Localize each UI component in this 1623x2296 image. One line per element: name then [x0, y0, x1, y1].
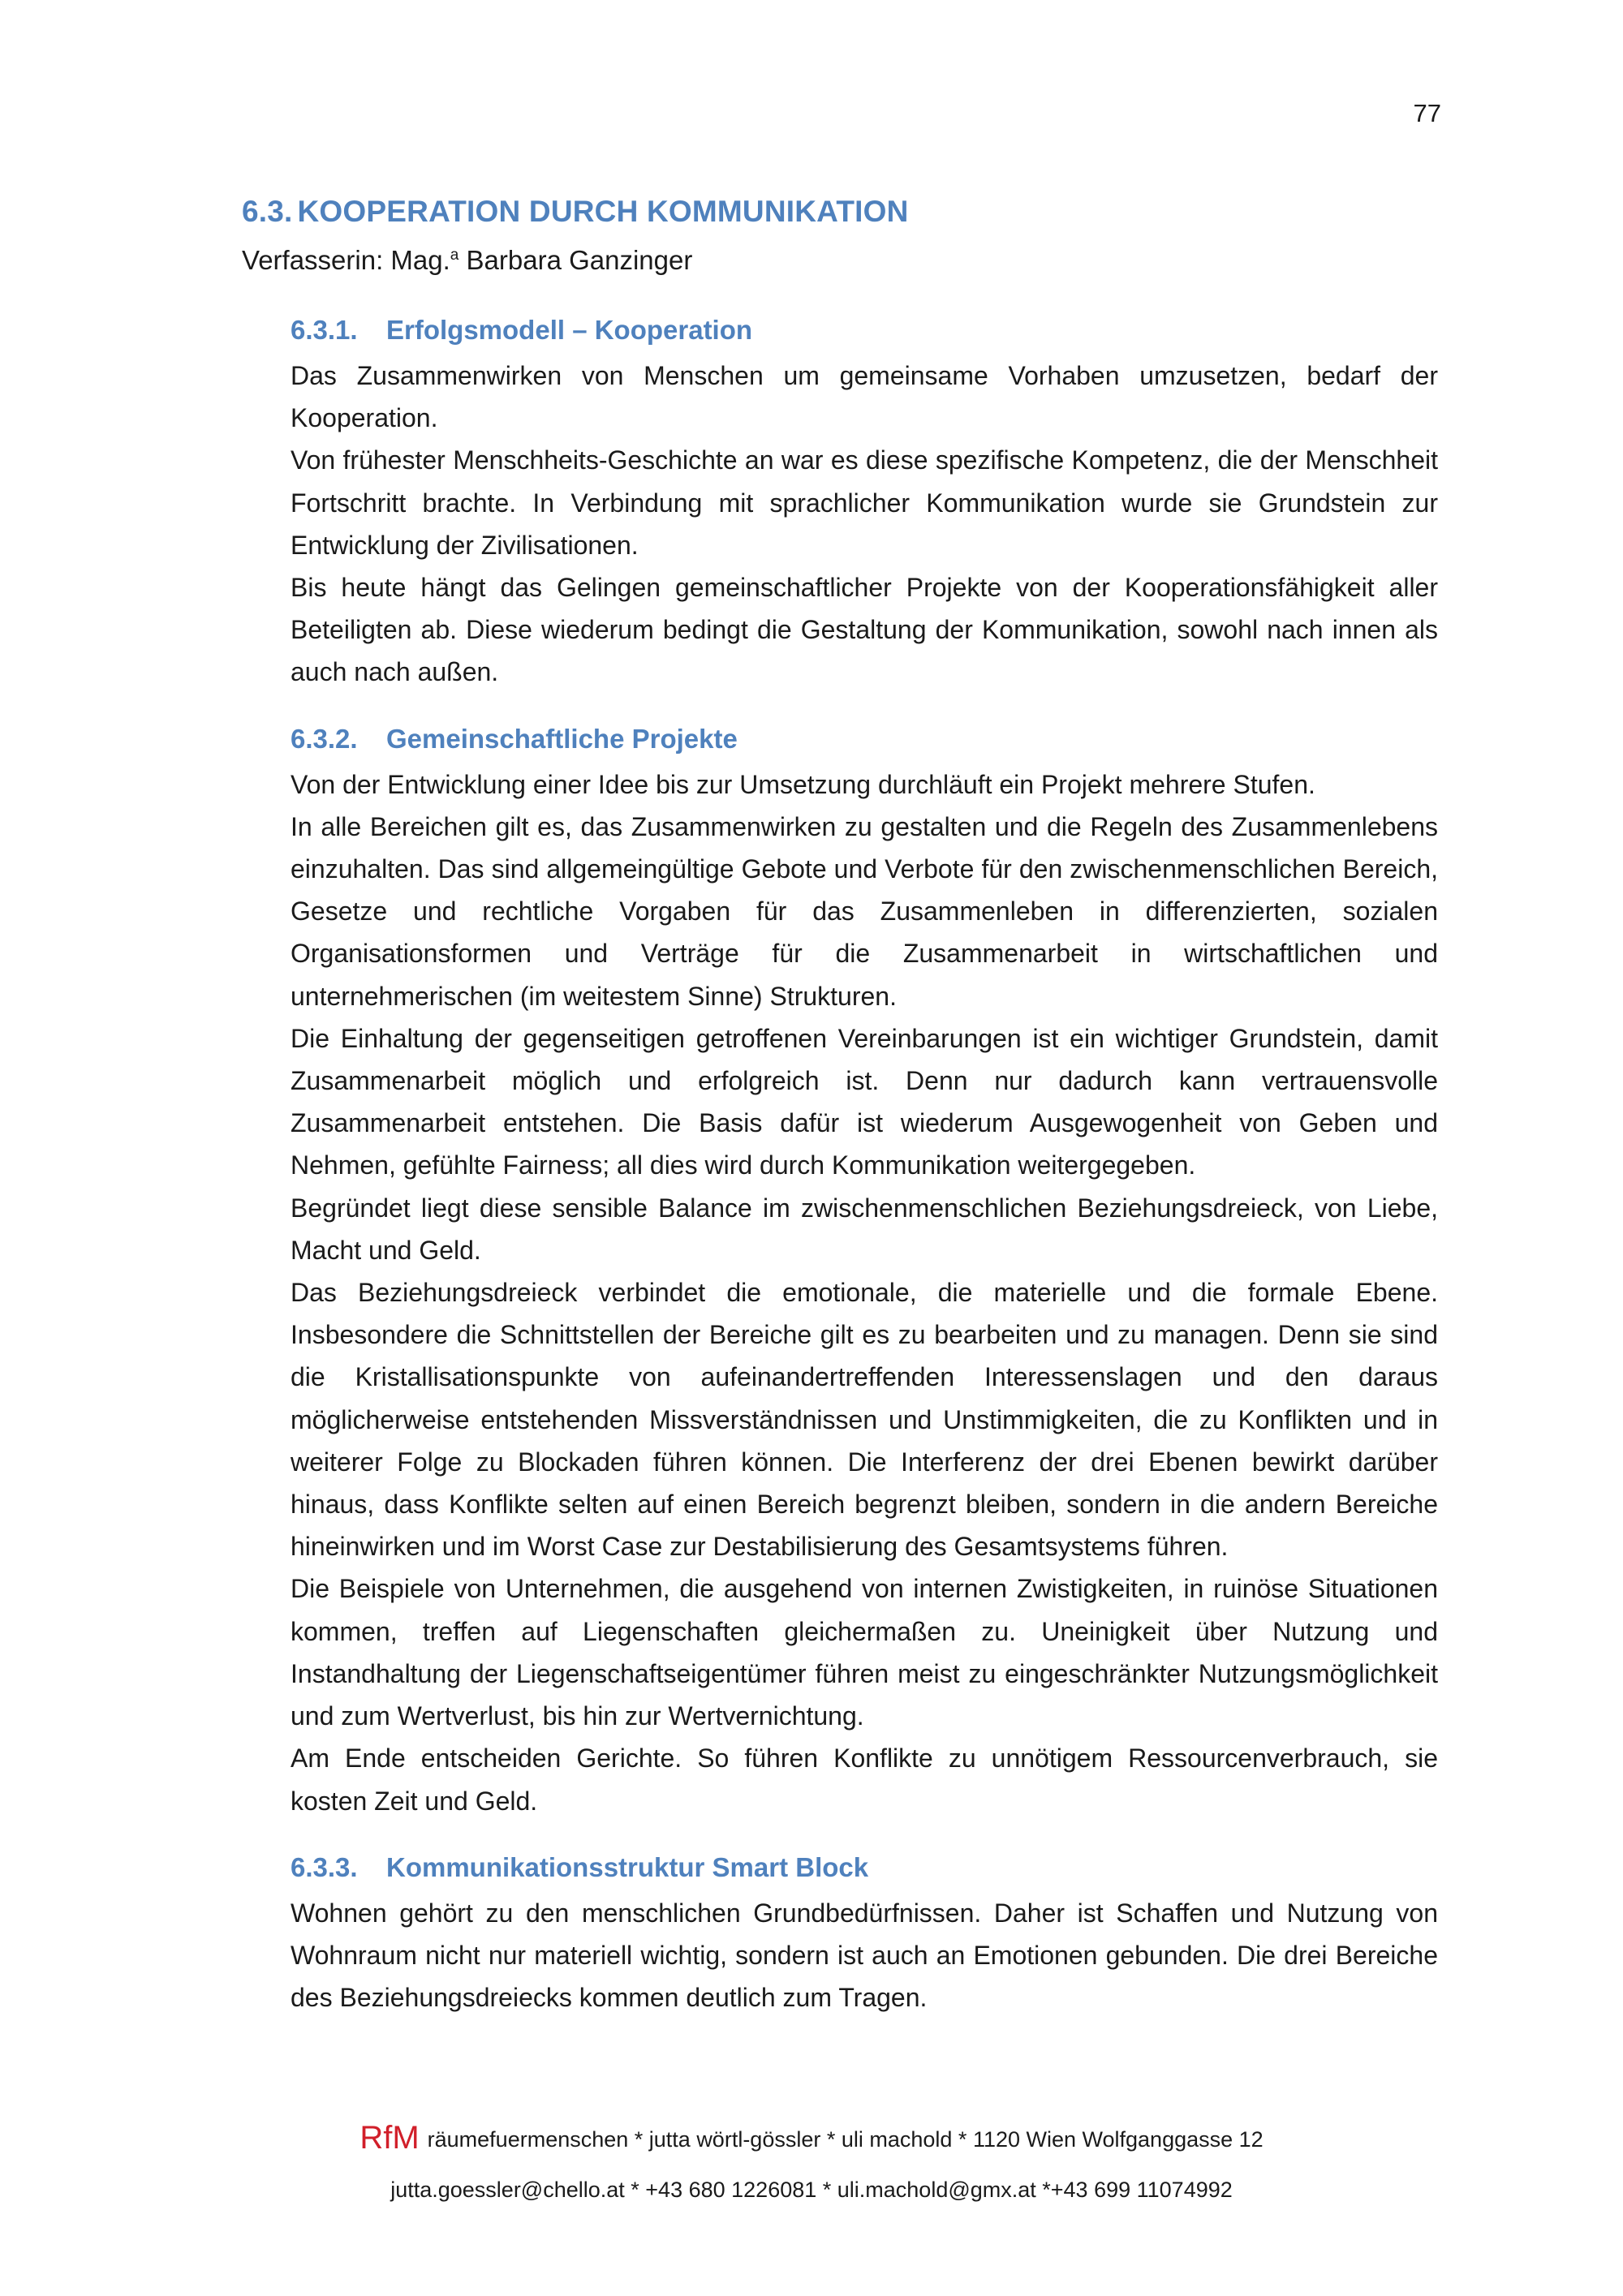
- footer: [0, 2118, 1623, 2210]
- section-heading: [291, 720, 1438, 759]
- author-prefix: Verfasserin: Mag.: [242, 245, 450, 275]
- main-content: [291, 311, 1438, 2044]
- chapter-number: 6.3.: [242, 195, 293, 228]
- section-number: 6.3.3.: [291, 1851, 358, 1882]
- section-erfolgsmodell: [291, 311, 1438, 694]
- section-number: 6.3.1.: [291, 315, 358, 345]
- rfm-logo: RfM: [359, 2120, 420, 2156]
- chapter-title: [242, 195, 909, 229]
- paragraph: Das Zusammenwirken von Menschen um gemeinsame Vorhaben umzusetzen, bedarf der Kooperation.: [291, 361, 1438, 433]
- section-kommunikationsstruktur: [291, 1848, 1438, 2019]
- section-title: Gemeinschaftliche Projekte: [386, 723, 738, 754]
- paragraph: Wohnen gehört zu den menschlichen Grundbedürfnissen. Daher ist Schaffen und Nutzung von Wohnraum nicht nur materiell wichtig, sondern ist auch an Emotionen gebunden. Die drei Bereiche des Beziehungsdreiecks kommen deutlich zum Tragen.: [291, 1898, 1438, 2013]
- section-heading: [291, 311, 1438, 350]
- page-number: 77: [1413, 99, 1441, 127]
- paragraph: Begründet liegt diese sensible Balance im zwischenmenschlichen Beziehungsdreieck, von Liebe, Macht und Geld.: [291, 1193, 1438, 1265]
- paragraph: Bis heute hängt das Gelingen gemeinschaftlicher Projekte von der Kooperationsfähigkeit aller Beteiligten ab. Diese wiederum bedingt die Gestaltung der Kommunikation, sowohl nach innen als auch nach außen.: [291, 573, 1438, 687]
- chapter-title-text: KOOPERATION DURCH KOMMUNIKATION: [297, 195, 909, 228]
- footer-contact-line: jutta.goessler@chello.at * +43 680 1226081 * uli.machold@gmx.at *+43 699 11074992: [390, 2178, 1233, 2202]
- paragraph: In alle Bereichen gilt es, das Zusammenwirken zu gestalten und die Regeln des Zusammenlebens einzuhalten. Das sind allgemeingültige Gebote und Verbote für den zwischenmenschlichen Bereich, Gesetze und rechtliche Vorgaben für das Zusammenleben in differenzierten, sozialen Organisationsformen und Verträge für die Zusammenarbeit in wirtschaftlichen und unternehmerischen (im weitestem Sinne) Strukturen.: [291, 811, 1438, 1011]
- section-gemeinschaftliche-projekte: [291, 720, 1438, 1822]
- author-superscript: a: [450, 247, 459, 264]
- paragraph: Am Ende entscheiden Gerichte. So führen Konflikte zu unnötigem Ressourcenverbrauch, sie kosten Zeit und Geld.: [291, 1743, 1438, 1816]
- author-name: Barbara Ganzinger: [458, 245, 693, 275]
- footer-address-line: [0, 2118, 1623, 2160]
- paragraph: Von frühester Menschheits-Geschichte an war es diese spezifische Kompetenz, die der Menschheit Fortschritt brachte. In Verbindung mit sprachlicher Kommunikation wurde sie Grundstein zur Entwicklung der Zivilisationen.: [291, 445, 1438, 560]
- section-title: Erfolgsmodell – Kooperation: [386, 315, 753, 345]
- paragraph: Das Beziehungsdreieck verbindet die emotionale, die materielle und die formale Ebene. Insbesondere die Schnittstellen der Bereiche gilt es zu bearbeiten und zu managen. Denn sie sind die Kristallisationspunkte von aufeinandertreffenden Interessenslagen und den daraus möglicherweise entstehenden Missverständnissen und Unstimmigkeiten, die zu Konflikten und in weiterer Folge zu Blockaden führen können. Die Interferenz der drei Ebenen bewirkt darüber hinaus, dass Konflikte selten auf einen Bereich begrenzt bleiben, sondern in die andern Bereiche hineinwirken und im Worst Case zur Destabilisierung des Gesamtsystems führen.: [291, 1278, 1438, 1562]
- author-line: [242, 245, 692, 276]
- section-title: Kommunikationsstruktur Smart Block: [386, 1851, 869, 1882]
- section-heading: [291, 1848, 1438, 1887]
- paragraph: Von der Entwicklung einer Idee bis zur Umsetzung durchläuft ein Projekt mehrere Stufen.: [291, 769, 1315, 799]
- section-number: 6.3.2.: [291, 723, 358, 754]
- footer-address: räumefuermenschen * jutta wörtl-gössler * uli machold * 1120 Wien Wolfganggasse 12: [427, 2127, 1264, 2152]
- paragraph: Die Beispiele von Unternehmen, die ausgehend von internen Zwistigkeiten, in ruinöse Situationen kommen, treffen auf Liegenschaften gleichermaßen zu. Uneinigkeit über Nutzung und Instandhaltung der Liegenschaftseigentümer führen meist zu eingeschränkter Nutzungsmöglichkeit und zum Wertverlust, bis hin zur Wertvernichtung.: [291, 1574, 1438, 1731]
- paragraph: Die Einhaltung der gegenseitigen getroffenen Vereinbarungen ist ein wichtiger Grundstein, damit Zusammenarbeit möglich und erfolgreich ist. Denn nur dadurch kann vertrauensvolle Zusammenarbeit entstehen. Die Basis dafür ist wiederum Ausgewogenheit von Geben und Nehmen, gefühlte Fairness; all dies wird durch Kommunikation weitergegeben.: [291, 1023, 1438, 1180]
